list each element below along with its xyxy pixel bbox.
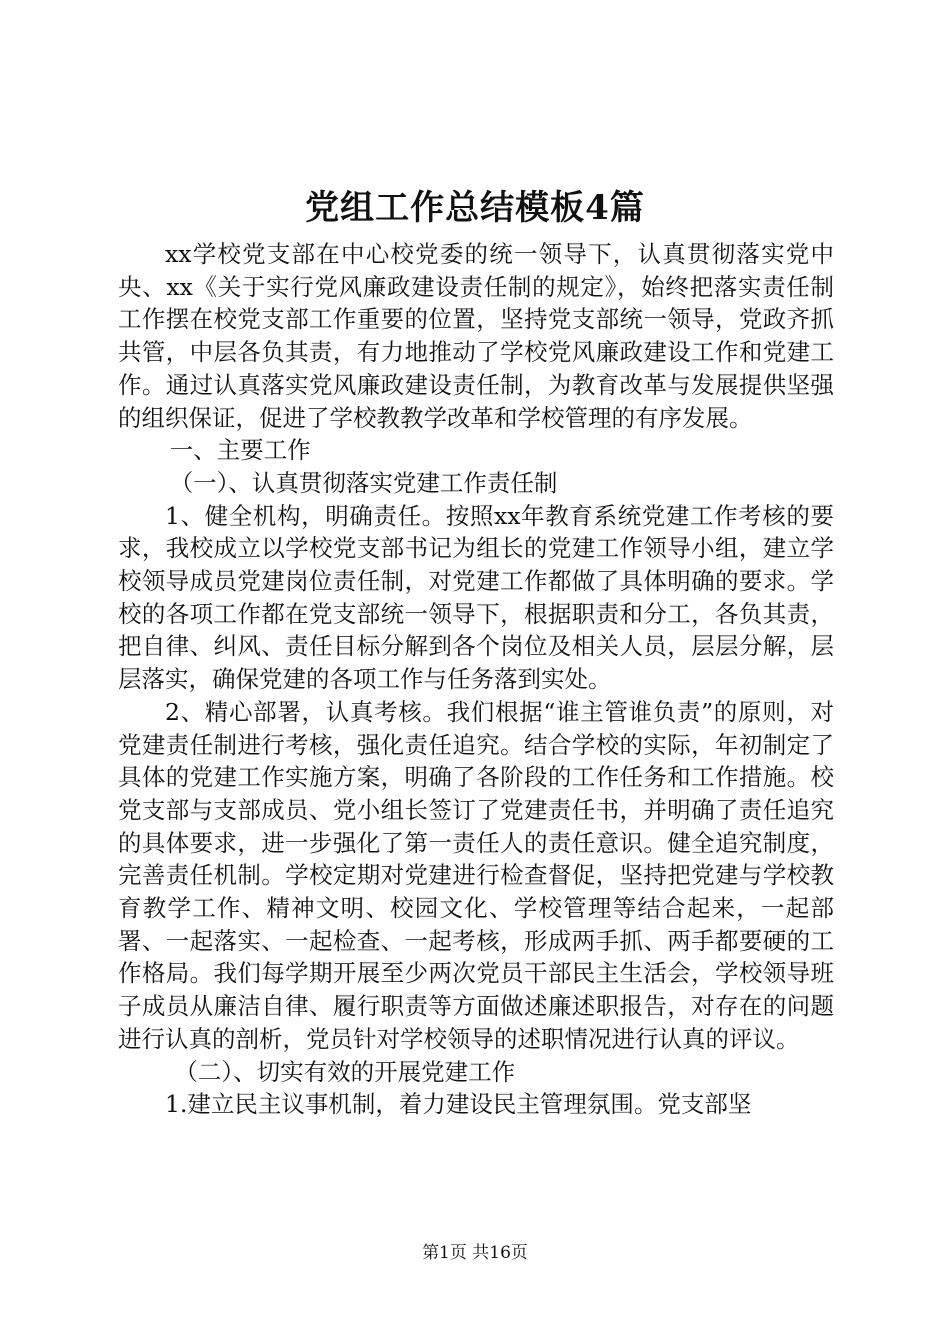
subsection-heading-1: （一）、认真贯彻落实党建工作责任制 [169,468,558,497]
section-heading-main-work: 一、主要工作 [169,436,311,465]
page-footer: 第1页 共16页 [422,1243,528,1263]
subsection-heading-2: （二）、切实有效的开展党建工作 [174,1057,516,1086]
paragraph-intro: xx学校党支部在中心校党委的统一领导下，认真贯彻落实党中央、xx《关于实行党风廉政建设责任制的规定》，始终把落实责任制工作摆在校党支部工作重要的位置，坚持党支部统一领导，党政齐抓共管，中层各负其责，有力地推动了学校党风廉政建设工作和党建工作。通过认真落实党风廉政建设责任制，为教育改革与发展提供坚强的组织保证，促进了学校教教学改革和学校管理的有序发展。 [118,240,834,432]
paragraph-item-1: 1、健全机构，明确责任。按照xx年教育系统党建工作考核的要求，我校成立以学校党支部书记为组长的党建工作领导小组，建立学校领导成员党建岗位责任制，对党建工作都做了具体明确的要求。学校的各项工作都在党支部统一领导下，根据职责和分工，各负其责，把自律、纠风、责任目标分解到各个岗位及相关人员，层层分解，层层落实，确保党建的各项工作与任务落到实处。 [118,501,834,694]
document-title: 党组工作总结模板4篇 [305,188,645,228]
paragraph-item-3: 1.建立民主议事机制，着力建设民主管理氛围。党支部坚 [165,1090,752,1119]
document-body [118,238,834,1121]
paragraph-item-2: 2、精心部署，认真考核。我们根据“谁主管谁负责”的原则，对党建责任制进行考核，强化责任追究。结合学校的实际，年初制定了具体的党建工作实施方案，明确了各阶段的工作任务和工作措施。校党支部与支部成员、党小组长签订了党建责任书，并明确了责任追究的具体要求，进一步强化了第一责任人的责任意识。健全追究制度，完善责任机制。学校定期对党建进行检查督促，坚持把党建与学校教育教学工作、精神文明、校园文化、学校管理等结合起来，一起部署、一起落实、一起检查、一起考核，形成两手抓、两手都要硬的工作格局。我们每学期开展至少两次党员干部民主生活会，学校领导班子成员从廉洁自律、履行职责等方面做述廉述职报告，对存在的问题进行认真的剖析，党员针对学校领导的述职情况进行认真的评议。 [118,697,834,1053]
